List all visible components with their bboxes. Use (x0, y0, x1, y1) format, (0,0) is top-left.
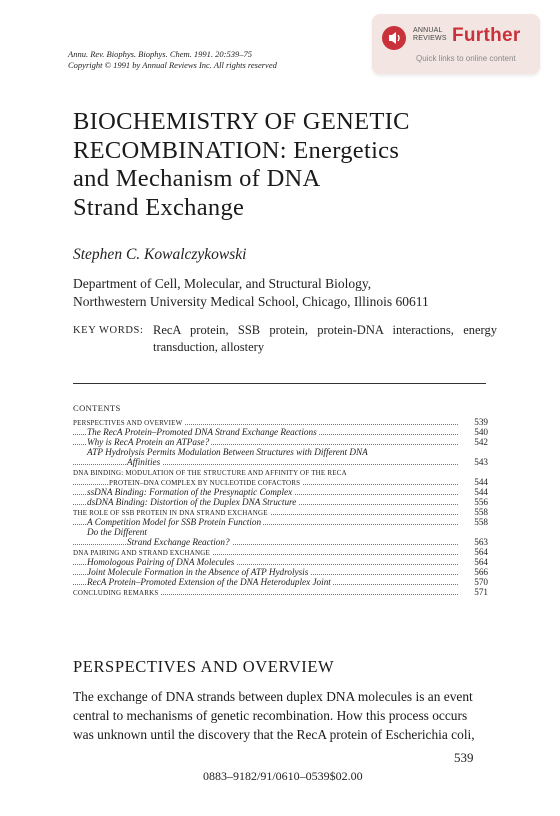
toc-page: 558 (466, 507, 488, 517)
toc-entry[interactable] (73, 477, 488, 487)
toc-page: 540 (466, 427, 488, 437)
footer-code: 0883–9182/91/0610–0539$02.00 (203, 769, 363, 783)
toc-entry[interactable] (73, 497, 488, 507)
toc-page: 556 (466, 497, 488, 507)
toc-entry-text: Homologous Pairing of DNA Molecules (87, 557, 235, 567)
toc-entry[interactable] (73, 537, 488, 547)
toc-entry-text: DNA PAIRING AND STRAND EXCHANGE (73, 549, 211, 557)
affiliation-line: Northwestern University Medical School, Chicago, Illinois 60611 (73, 294, 429, 309)
toc-entry[interactable] (73, 577, 488, 587)
toc-entry-text: Do the Different (87, 527, 147, 537)
keywords-label: KEY WORDS: (73, 325, 144, 336)
annual-reviews-logo (413, 27, 447, 43)
toc-entry-text: ATP Hydrolysis Permits Modulation Between Structures with Different DNA (87, 447, 368, 457)
toc-entry-text: Why is RecA Protein an ATPase? (87, 437, 210, 447)
toc-entry-text: RecA Protein–Promoted Extension of the DNA Heteroduplex Joint (87, 577, 331, 587)
toc-entry-text: THE ROLE OF SSB PROTEIN IN DNA STRAND EXCHANGE (73, 509, 268, 517)
toc-entry-text: Strand Exchange Reaction? (127, 537, 230, 547)
toc-entry-text: DNA BINDING: MODULATION OF THE STRUCTURE AND AFFINITY OF THE RECA (73, 469, 347, 477)
table-of-contents (73, 417, 488, 597)
citation-header (68, 49, 277, 71)
contents-title: CONTENTS (73, 403, 121, 413)
body-line: central to mechanisms of genetic recombination. How this process occurs (73, 708, 468, 723)
toc-entry[interactable] (73, 507, 488, 517)
keywords-text: RecA protein, SSB protein, protein-DNA interactions, energy transduction, allostery (153, 323, 497, 354)
toc-page: 544 (466, 477, 488, 487)
toc-page: 564 (466, 547, 488, 557)
toc-page: 563 (466, 537, 488, 547)
article-title (73, 108, 493, 222)
further-banner[interactable] (372, 14, 540, 74)
toc-entry[interactable] (73, 547, 488, 557)
toc-entry-text: PERSPECTIVES AND OVERVIEW (73, 419, 183, 427)
banner-further-label: Further (452, 25, 521, 46)
title-line: BIOCHEMISTRY OF GENETIC (73, 108, 410, 135)
toc-entry-text: ssDNA Binding: Formation of the Presynaptic Complex (87, 487, 293, 497)
toc-entry-text: Joint Molecule Formation in the Absence of ATP Hydrolysis (87, 567, 309, 577)
toc-page: 570 (466, 577, 488, 587)
body-text (73, 687, 487, 744)
section-heading: PERSPECTIVES AND OVERVIEW (73, 657, 335, 676)
toc-entry-text: PROTEIN–DNA COMPLEX BY NUCLEOTIDE COFACTORS (109, 479, 301, 487)
author-name: Stephen C. Kowalczykowski (73, 246, 247, 263)
toc-entry[interactable] (73, 467, 488, 477)
toc-entry-text: A Competition Model for SSB Protein Function (87, 517, 262, 527)
toc-page: 542 (466, 437, 488, 447)
toc-entry-text: The RecA Protein–Promoted DNA Strand Exchange Reactions (87, 427, 317, 437)
play-sound-icon (382, 26, 406, 50)
title-line: Strand Exchange (73, 193, 245, 221)
toc-entry[interactable] (73, 487, 488, 497)
body-line: was unknown until the discovery that the RecA protein of Escherichia coli, (73, 727, 475, 742)
divider (73, 383, 486, 384)
toc-entry[interactable] (73, 447, 488, 457)
toc-entry[interactable] (73, 457, 488, 467)
toc-page: 558 (466, 517, 488, 527)
toc-entry[interactable] (73, 427, 488, 437)
toc-entry[interactable] (73, 557, 488, 567)
title-line: and Mechanism of DNA (73, 165, 321, 192)
banner-subtitle: Quick links to online content (416, 54, 516, 63)
banner-annual-text: ANNUAL (413, 27, 443, 34)
toc-entry[interactable] (73, 437, 488, 447)
toc-page: 544 (466, 487, 488, 497)
toc-page: 566 (466, 567, 488, 577)
affiliation-line: Department of Cell, Molecular, and Structural Biology, (73, 276, 372, 291)
toc-page: 543 (466, 457, 488, 467)
toc-entry[interactable] (73, 587, 488, 597)
title-line: RECOMBINATION: Energetics (73, 136, 400, 164)
toc-entry-text: dsDNA Binding: Distortion of the Duplex DNA Structure (87, 497, 297, 507)
toc-page: 571 (466, 587, 488, 597)
toc-page: 539 (466, 417, 488, 427)
page-number: 539 (454, 750, 474, 765)
toc-entry-text: CONCLUDING REMARKS (73, 589, 159, 597)
toc-entry[interactable] (73, 417, 488, 427)
copyright-line: Copyright © 1991 by Annual Reviews Inc. All rights reserved (68, 60, 277, 70)
banner-reviews-text: REVIEWS (413, 35, 447, 42)
affiliation (73, 275, 503, 311)
toc-page: 564 (466, 557, 488, 567)
toc-entry[interactable] (73, 567, 488, 577)
toc-entry[interactable] (73, 517, 488, 527)
toc-entry-text: Affinities (127, 457, 161, 467)
toc-entry[interactable] (73, 527, 488, 537)
citation-line-1: Annu. Rev. Biophys. Biophys. Chem. 1991. 20:539–75 (68, 49, 252, 59)
body-line: The exchange of DNA strands between duplex DNA molecules is an event (73, 689, 473, 704)
